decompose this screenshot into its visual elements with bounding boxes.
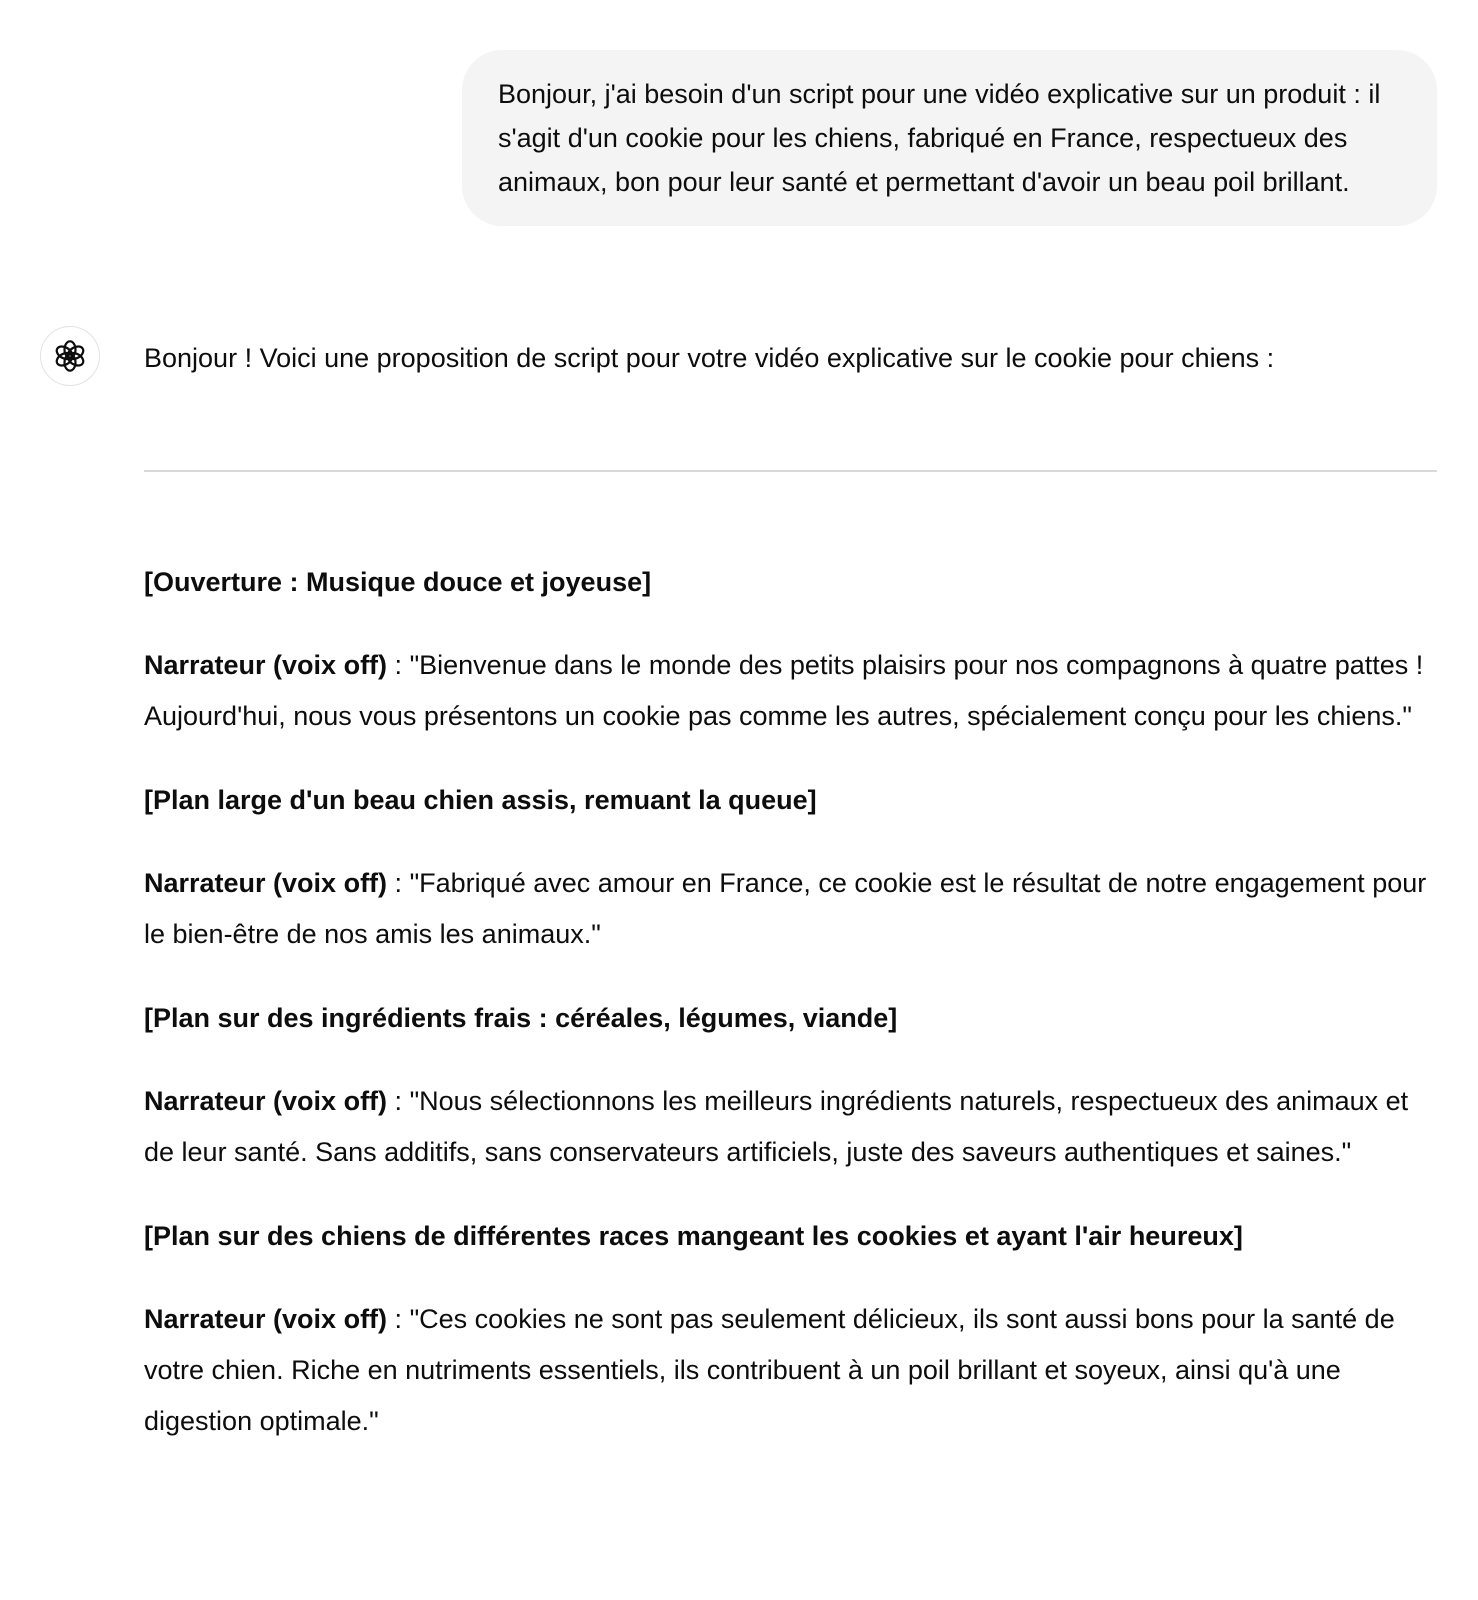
scene-direction: [Ouverture : Musique douce et joyeuse] bbox=[144, 567, 652, 597]
speaker-separator: : bbox=[387, 868, 410, 898]
speaker-label: Narrateur (voix off) bbox=[144, 650, 388, 680]
divider bbox=[144, 470, 1437, 472]
speaker-separator: : bbox=[387, 1304, 410, 1334]
narration-text: "Fabriqué avec amour en France, ce cookie est le résultat de notre engagement pour le bien-être de nos amis les animaux." bbox=[144, 868, 1427, 949]
narration-line bbox=[144, 858, 1437, 960]
user-message-bubble: Bonjour, j'ai besoin d'un script pour une vidéo explicative sur un produit : il s'agit d'un cookie pour les chiens, fabriqué en France, respectueux des animaux, bon pour leur santé et permettant d'avoir un beau poil brillant. bbox=[462, 50, 1437, 226]
scene-direction: [Plan sur des chiens de différentes races mangeant les cookies et ayant l'air heureux] bbox=[144, 1221, 1243, 1251]
assistant-intro: Bonjour ! Voici une proposition de script pour votre vidéo explicative sur le cookie pour chiens : bbox=[144, 343, 1275, 373]
assistant-script bbox=[144, 560, 1437, 1483]
speaker-separator: : bbox=[387, 650, 410, 680]
scene-direction: [Plan sur des ingrédients frais : céréales, légumes, viande] bbox=[144, 1003, 898, 1033]
scene-direction: [Plan large d'un beau chien assis, remuant la queue] bbox=[144, 785, 817, 815]
speaker-label: Narrateur (voix off) bbox=[144, 868, 388, 898]
narration-text: "Ces cookies ne sont pas seulement délicieux, ils sont aussi bons pour la santé de votre chien. Riche en nutriments essentiels, ils contribuent à un poil brillant et soyeux, ainsi qu'à une digestion optimale." bbox=[144, 1304, 1395, 1436]
openai-logo-icon bbox=[52, 338, 88, 374]
assistant-avatar bbox=[40, 326, 100, 386]
narration-line bbox=[144, 1294, 1437, 1447]
narration-line bbox=[144, 640, 1437, 742]
narration-text: "Nous sélectionnons les meilleurs ingrédients naturels, respectueux des animaux et de leur santé. Sans additifs, sans conservateurs artificiels, juste des saveurs authentiques et saines." bbox=[144, 1086, 1409, 1167]
speaker-label: Narrateur (voix off) bbox=[144, 1086, 388, 1116]
narration-line bbox=[144, 1076, 1437, 1178]
narration-text: "Bienvenue dans le monde des petits plaisirs pour nos compagnons à quatre pattes ! Aujourd'hui, nous vous présentons un cookie pas comme les autres, spécialement conçu pour les chiens." bbox=[144, 650, 1424, 731]
speaker-label: Narrateur (voix off) bbox=[144, 1304, 388, 1334]
speaker-separator: : bbox=[387, 1086, 410, 1116]
